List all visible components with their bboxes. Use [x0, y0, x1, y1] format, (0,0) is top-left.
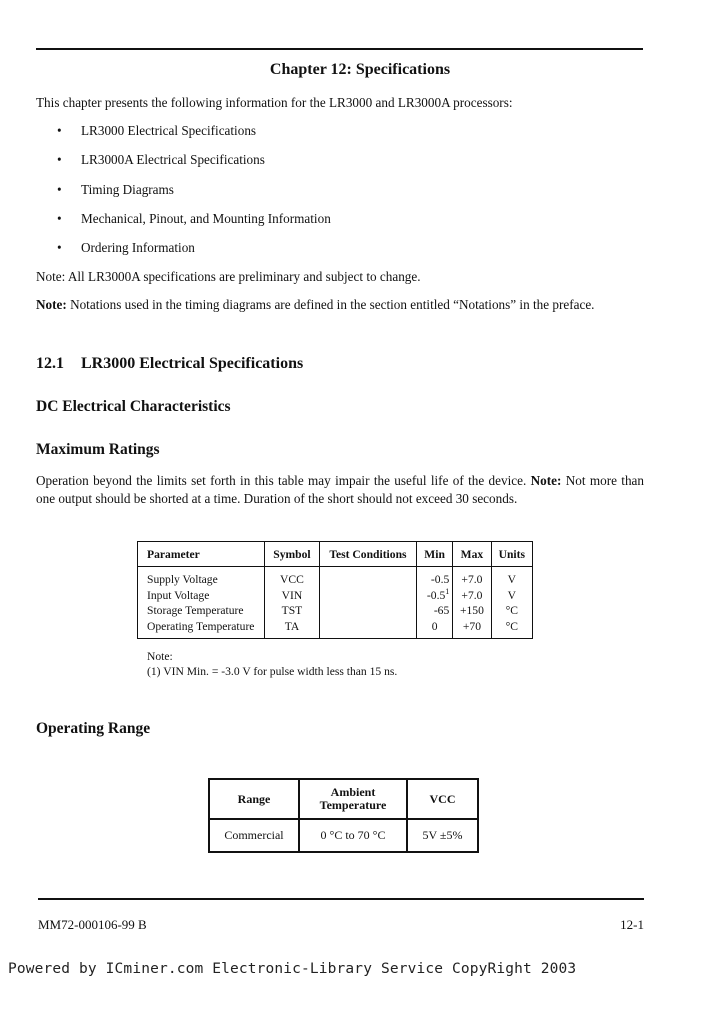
- list-item-text: LR3000A Electrical Specifications: [81, 152, 265, 168]
- column-header: Symbol: [265, 542, 320, 567]
- max-ratings-heading: Maximum Ratings: [36, 441, 160, 458]
- list-item: • Timing Diagrams: [57, 181, 174, 197]
- list-item-text: Timing Diagrams: [81, 181, 174, 197]
- table-row: [209, 819, 478, 852]
- notations-note: [36, 296, 644, 314]
- footnote-label: Note:: [147, 650, 173, 663]
- table-row: [138, 619, 533, 639]
- topic-list: [57, 121, 331, 267]
- list-item-text: Mechanical, Pinout, and Mounting Information: [81, 210, 331, 226]
- symbol-cell: VCC: [265, 567, 320, 588]
- operating-range-table: [208, 778, 479, 853]
- max-ratings-note-label: Note:: [530, 473, 562, 488]
- parameter-cell: Input Voltage: [138, 588, 265, 604]
- list-item: • Ordering Information: [57, 240, 195, 256]
- units-cell: °C: [491, 619, 532, 639]
- footnote-text: (1) VIN Min. = -3.0 V for pulse width less than 15 ns.: [147, 665, 398, 678]
- test-conditions-cell: [319, 603, 416, 619]
- units-cell: V: [491, 588, 532, 604]
- symbol-cell: TST: [265, 603, 320, 619]
- list-item: • LR3000 Electrical Specifications: [57, 123, 257, 138]
- column-header: Max: [453, 542, 491, 567]
- temperature-cell: 0 °C to 70 °C: [299, 819, 407, 852]
- notations-note-text: Notations used in the timing diagrams are defined in the section entitled “Notations” in the preface.: [70, 297, 595, 312]
- max-cell: +70: [453, 619, 491, 639]
- list-item: • LR3000A Electrical Specifications: [57, 152, 265, 168]
- column-header: VCC: [407, 779, 478, 819]
- symbol-cell: VIN: [265, 588, 320, 604]
- max-ratings-paragraph: [36, 472, 644, 508]
- min-cell: -65: [416, 603, 452, 619]
- list-item: • Mechanical, Pinout, and Mounting Information: [57, 210, 331, 226]
- section-heading: [36, 355, 303, 373]
- page-number: 12-1: [620, 917, 644, 932]
- max-cell: +7.0: [453, 567, 491, 588]
- test-conditions-cell: [319, 588, 416, 604]
- chapter-title: Chapter 12: Specifications: [269, 61, 451, 78]
- table-header-row: [209, 779, 478, 819]
- column-header: Ambient Temperature: [299, 779, 407, 819]
- table-footnote: [147, 649, 397, 679]
- footnote-marker: 1: [445, 586, 450, 596]
- max-ratings-text-after: Not more than one output should be shorted at a time. Duration of the short should not exceed 30 seconds.: [36, 473, 644, 506]
- parameter-cell: Operating Temperature: [138, 619, 265, 639]
- column-header: Range: [209, 779, 299, 819]
- bottom-rule: [38, 898, 644, 900]
- section-title: LR3000 Electrical Specifications: [81, 355, 304, 372]
- operating-range-heading: Operating Range: [36, 720, 151, 737]
- section-number: 12.1: [36, 355, 64, 372]
- min-cell: [416, 588, 452, 604]
- parameter-cell: Supply Voltage: [138, 567, 265, 588]
- column-header: Parameter: [138, 542, 265, 567]
- max-ratings-table: [137, 541, 533, 639]
- top-rule: [36, 48, 643, 50]
- max-ratings-text-before: Operation beyond the limits set forth in this table may impair the useful life of the device.: [36, 473, 527, 488]
- table-row: [138, 588, 533, 604]
- column-header: Test Conditions: [319, 542, 416, 567]
- units-cell: V: [491, 567, 532, 588]
- intro-paragraph: This chapter presents the following information for the LR3000 and LR3000A processors:: [36, 95, 513, 110]
- column-header: Min: [416, 542, 452, 567]
- range-cell: Commercial: [209, 819, 299, 852]
- document-number: MM72-000106-99 B: [38, 917, 147, 932]
- test-conditions-cell: [319, 567, 416, 588]
- list-item-text: Ordering Information: [81, 240, 195, 256]
- note-label: Note:: [36, 297, 67, 312]
- column-header: Units: [491, 542, 532, 567]
- table-row: [138, 567, 533, 588]
- table-header-row: [138, 542, 533, 567]
- parameter-cell: Storage Temperature: [138, 603, 265, 619]
- min-cell: -0.5: [416, 567, 452, 588]
- symbol-cell: TA: [265, 619, 320, 639]
- vcc-cell: 5V ±5%: [407, 819, 478, 852]
- list-item-text: LR3000 Electrical Specifications: [81, 123, 257, 138]
- min-cell: 0: [416, 619, 452, 639]
- test-conditions-cell: [319, 619, 416, 639]
- powered-by-banner: Powered by ICminer.com Electronic-Library Service CopyRight 2003: [8, 961, 577, 977]
- units-cell: °C: [491, 603, 532, 619]
- max-cell: +7.0: [453, 588, 491, 604]
- dc-heading: DC Electrical Characteristics: [36, 398, 231, 415]
- min-value: -0.5: [426, 588, 446, 602]
- table-row: [138, 603, 533, 619]
- preliminary-note: Note: All LR3000A specifications are preliminary and subject to change.: [36, 269, 421, 284]
- max-cell: +150: [453, 603, 491, 619]
